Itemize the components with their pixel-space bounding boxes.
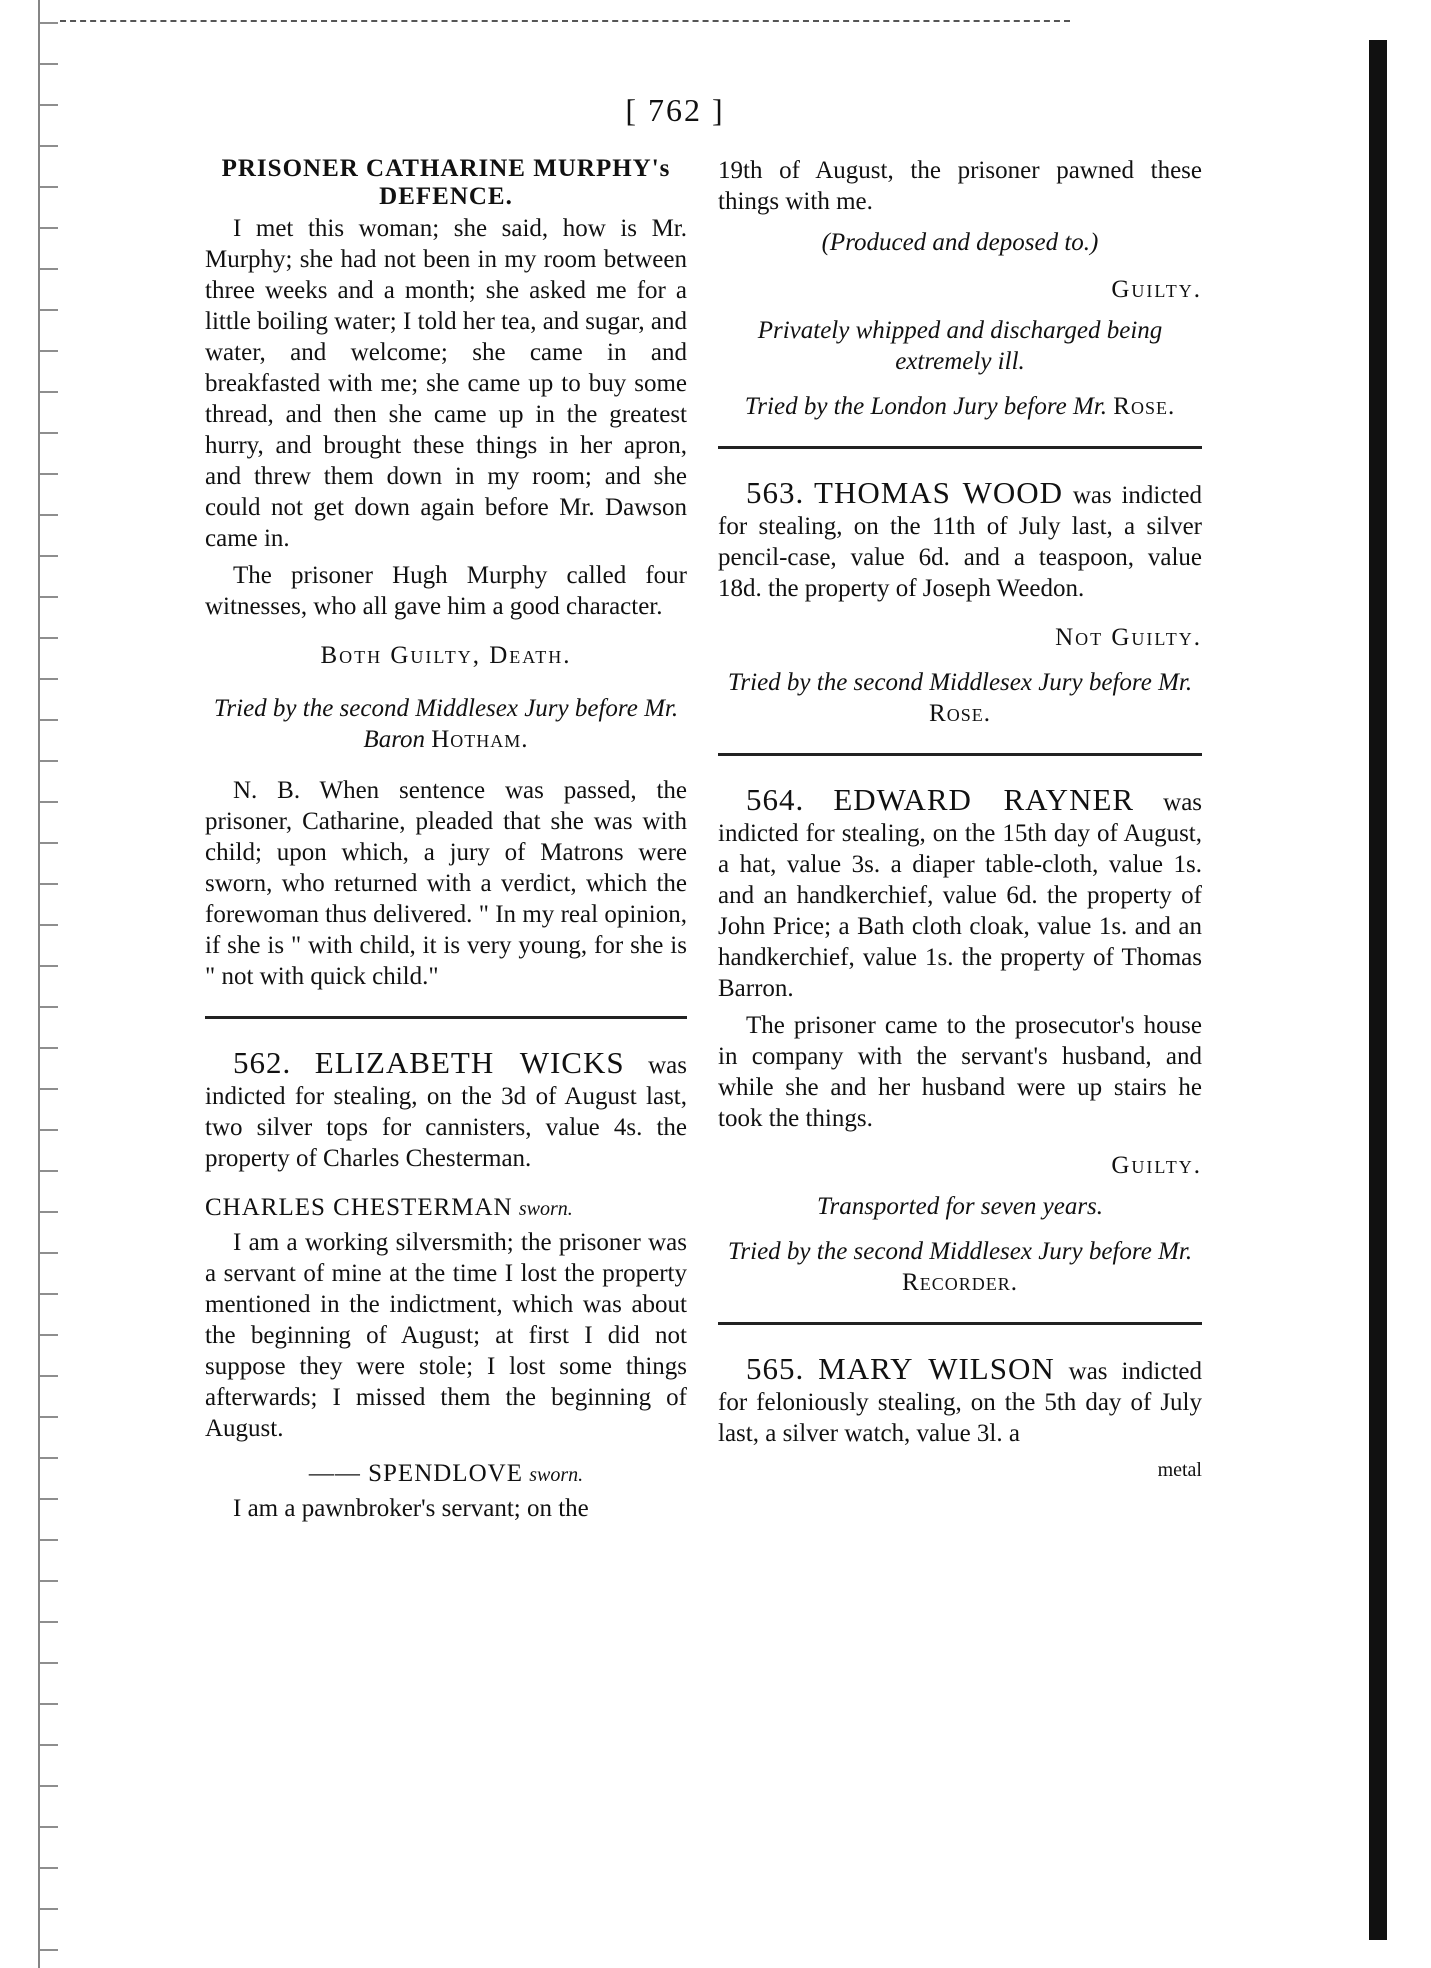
case-564-statement: The prisoner came to the prosecutor's house in company with the servant's husband, and while she and her husband were up stairs he took the things. — [718, 1012, 1202, 1132]
prisoner-name: MARY WILSON — [818, 1351, 1055, 1386]
page-number: [ 762 ] — [625, 92, 725, 128]
tried-prefix: Tried by the second Middlesex Jury before Mr. — [727, 669, 1193, 696]
tried-562 — [718, 391, 1202, 422]
case-565 — [718, 1353, 1202, 1449]
indictment-text: was indicted for stealing, on the 3d of August last, two silver tops for cannisters, value 4s. the property of Charles Chesterman. — [205, 1052, 688, 1172]
catchword: metal — [1157, 1459, 1202, 1481]
character-witnesses-text: The prisoner Hugh Murphy called four witnesses, who all gave him a good character. — [205, 562, 687, 620]
case-number: 563. — [746, 475, 805, 510]
tried-563 — [718, 667, 1202, 729]
section-rule — [718, 1322, 1202, 1325]
verdict-563: Not Guilty. — [1055, 624, 1202, 651]
case-number: 562. — [233, 1045, 292, 1080]
page-edge-top — [60, 20, 1070, 22]
case-564 — [718, 784, 1202, 1004]
produced-note: (Produced and deposed to.) — [821, 229, 1099, 256]
indictment-text: was indicted for stealing, on the 11th of July last, a silver pencil-case, value 6d. and a teaspoon, value 18d. the property of Joseph Weedon. — [718, 482, 1202, 602]
tried-prefix: Tried by the second Middlesex Jury before Mr. — [727, 1238, 1193, 1265]
judge-name: Hotham. — [431, 726, 529, 753]
judge-name: Rose. — [1113, 393, 1176, 420]
prisoner-name: THOMAS WOOD — [814, 475, 1064, 510]
witness-heading-spendlove — [205, 1458, 687, 1491]
sworn-label: sworn. — [529, 1464, 584, 1486]
tried-564 — [718, 1236, 1202, 1298]
verdict-562: Guilty. — [1111, 276, 1202, 303]
judge-name: Recorder. — [902, 1269, 1018, 1296]
witness-name: —— SPENDLOVE — [308, 1460, 523, 1487]
binding-shadow-right — [1369, 40, 1387, 1940]
prisoner-name: ELIZABETH WICKS — [314, 1045, 625, 1080]
verdict-death: Both Guilty, Death. — [320, 642, 572, 669]
nb-note: N. B. When sentence was passed, the prisoner, Catharine, pleaded that she was with child; upon which, a jury of Matrons were sworn, who returned with a verdict, which the forewoman thus delivered. " In my real opinion, if she is " with child, it is very young, for she is " not with quick child." — [205, 777, 687, 990]
prisoner-name: EDWARD RAYNER — [833, 782, 1135, 817]
tried-before-hotham — [205, 693, 687, 755]
continued-testimony: 19th of August, the prisoner pawned these things with me. — [718, 157, 1202, 215]
witness-name: CHARLES CHESTERMAN — [205, 1194, 513, 1221]
sworn-label: sworn. — [518, 1198, 573, 1220]
defence-heading: PRISONER CATHARINE MURPHY's DEFENCE. — [221, 155, 671, 210]
defence-text: I met this woman; she said, how is Mr. Murphy; she had not been in my room between three weeks and a month; she asked me for a little boiling water; I told her tea, and sugar, and water, and welcome; she came in and breakfasted with me; she came up to buy some thread, and then she came up in the greatest hurry, and brought these things in her apron, and threw them down in my room; and she could not get down again before Mr. Dawson came in. — [205, 215, 687, 552]
case-563 — [718, 477, 1202, 604]
tried-prefix: Tried by the London Jury before Mr. — [744, 393, 1108, 420]
indictment-text: was indicted for stealing, on the 15th day of August, a hat, value 3s. a diaper table-cloth, value 1s. and an handkerchief, value 6d. the property of John Price; a Bath cloth cloak, value 1s. and an handkerchief, value 1s. the property of Thomas Barron. — [718, 789, 1203, 1002]
case-number: 564. — [746, 782, 805, 817]
right-column — [718, 155, 1202, 1486]
verdict-564: Guilty. — [1111, 1152, 1202, 1179]
tried-prefix: Tried by the second Middlesex Jury before Mr. Baron — [213, 695, 679, 753]
left-column — [205, 155, 687, 1530]
chesterman-testimony: I am a working silversmith; the prisoner was a servant of mine at the time I lost the property mentioned in the indictment, which was about the beginning of August; at first I did not suppose they were stole; I lost some things afterwards; I missed them the beginning of August. — [205, 1229, 687, 1442]
page-edge-left — [38, 0, 58, 1968]
case-562 — [205, 1047, 687, 1174]
witness-heading-chesterman — [205, 1192, 687, 1225]
section-rule — [718, 753, 1202, 756]
indictment-text: was indicted for feloniously stealing, on the 5th day of July last, a silver watch, value 3l. a — [718, 1358, 1202, 1447]
case-number: 565. — [746, 1351, 805, 1386]
spendlove-testimony: I am a pawnbroker's servant; on the — [233, 1495, 589, 1522]
section-rule — [205, 1016, 687, 1019]
section-rule — [718, 446, 1202, 449]
sentence-562: Privately whipped and discharged being extremely ill. — [757, 317, 1163, 375]
judge-name: Rose. — [929, 700, 991, 727]
sentence-564: Transported for seven years. — [816, 1193, 1104, 1220]
